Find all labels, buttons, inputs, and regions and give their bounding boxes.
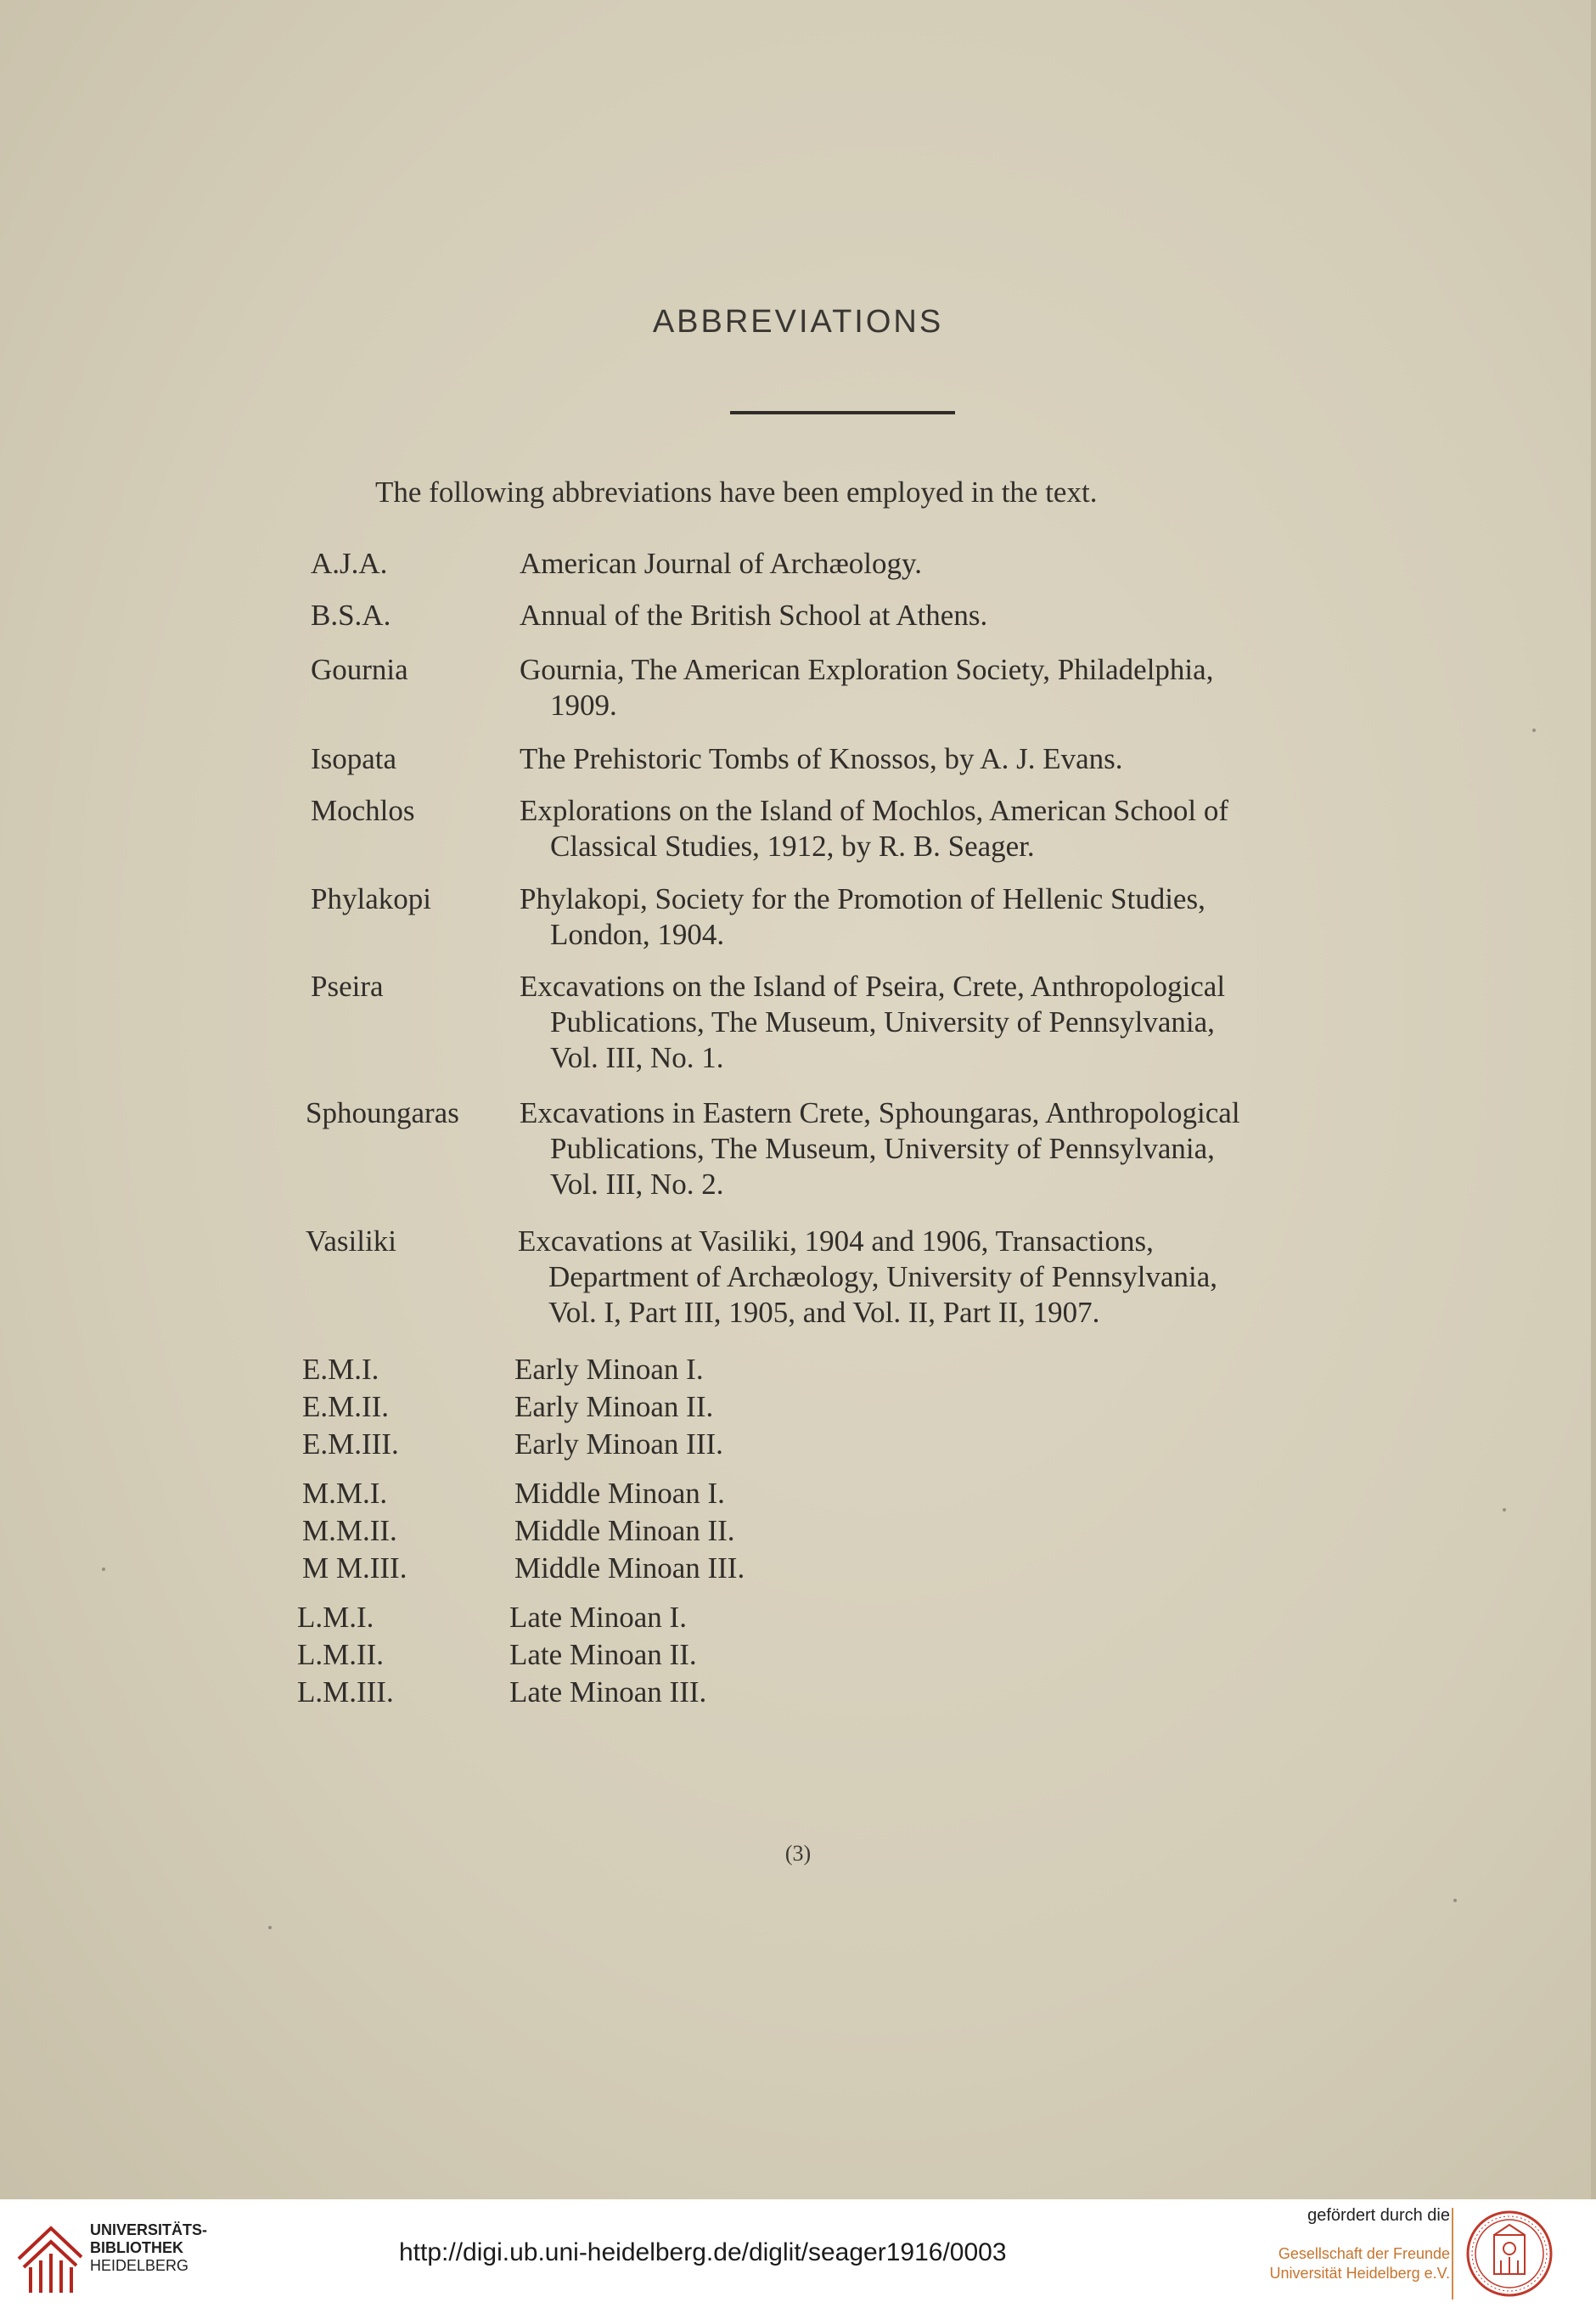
definition-line: Explorations on the Island of Mochlos, American School of [520,794,1228,827]
abbreviation-definition [520,1095,1373,1202]
abbreviation-term: Gournia [311,653,408,686]
period-definition: Late Minoan I. [509,1601,687,1634]
abbreviation-term: Vasiliki [306,1224,396,1258]
period-definition: Middle Minoan III. [514,1551,745,1585]
paper-speck [1503,1508,1506,1511]
abbreviation-definition [520,546,1373,582]
library-name [90,2221,207,2275]
abbreviation-term: Pseira [311,970,384,1003]
definition-line: Classical Studies, 1912, by R. B. Seager. [550,830,1035,863]
definition-line: Gournia, The American Exploration Society, Philadelphia, [520,653,1214,686]
definition-line: Department of Archæology, University of Pennsylvania, [548,1260,1217,1293]
permalink-url[interactable]: http://digi.ub.uni-heidelberg.de/diglit/seager1916/0003 [399,2238,1007,2266]
abbreviation-term: Isopata [311,742,397,775]
abbreviation-definition [520,652,1373,723]
definition-line: London, 1904. [550,918,725,951]
period-definition: Early Minoan I. [514,1353,704,1386]
period-definition: Early Minoan II. [514,1390,714,1423]
period-abbreviation: L.M.II. [297,1638,385,1671]
paper-speck [102,1568,105,1571]
abbreviation-term: B.S.A. [311,599,391,632]
definition-line: Excavations in Eastern Crete, Sphoungaras, Anthropological [520,1096,1240,1129]
definition-line: Vol. I, Part III, 1905, and Vol. II, Part II, 1907. [548,1296,1100,1329]
ub-heidelberg-logo-icon [14,2216,87,2294]
paper-speck [1532,729,1536,732]
sponsor-name-line: Universität Heidelberg e.V. [1269,2265,1450,2282]
definition-line: Phylakopi, Society for the Promotion of Hellenic Studies, [520,882,1205,915]
period-abbreviation: E.M.II. [302,1390,390,1423]
definition-line: Annual of the British School at Athens. [520,599,988,632]
definition-line: The Prehistoric Tombs of Knossos, by A. J. Evans. [520,742,1123,775]
library-name-line: BIBLIOTHEK [90,2239,183,2256]
intro-text: The following abbreviations have been employed in the text. [375,476,1098,509]
definition-line: Publications, The Museum, University of Pennsylvania, [550,1132,1215,1165]
library-name-line: UNIVERSITÄTS- [90,2221,208,2238]
page-title: ABBREVIATIONS [652,304,944,340]
definition-line: Excavations at Vasiliki, 1904 and 1906, Transactions, [518,1224,1154,1258]
definition-line: 1909. [550,689,617,722]
sponsor-name-line: Gesellschaft der Freunde [1278,2245,1450,2262]
period-definition: Late Minoan II. [509,1638,697,1671]
abbreviation-definition [520,881,1373,953]
period-abbreviation: E.M.I. [302,1353,379,1386]
paper-speck [268,1926,272,1929]
period-abbreviation: M.M.I. [302,1477,388,1510]
digitization-footer [0,2199,1596,2308]
sponsor-block [1270,2206,1450,2283]
period-abbreviation: L.M.III. [297,1675,394,1708]
university-seal-icon [1465,2209,1554,2298]
abbreviation-definition [520,793,1373,864]
library-name-line: HEIDELBERG [90,2257,189,2274]
abbreviation-definition [520,598,1373,633]
definition-line: American Journal of Archæology. [520,547,923,580]
definition-line: Publications, The Museum, University of Pennsylvania, [550,1005,1215,1039]
sponsor-label: gefördert durch die [1307,2206,1450,2225]
abbreviation-definition [520,741,1373,777]
definition-line: Vol. III, No. 2. [550,1168,724,1201]
period-definition: Late Minoan III. [509,1675,707,1708]
definition-line: Vol. III, No. 1. [550,1041,724,1074]
definition-line: Excavations on the Island of Pseira, Crete, Anthropological [520,970,1226,1003]
abbreviation-definition [518,1224,1371,1331]
abbreviation-term: A.J.A. [311,547,388,580]
paper-speck [1453,1899,1457,1902]
period-definition: Early Minoan III. [514,1427,723,1461]
page-number: (3) [784,1841,812,1866]
title-rule [730,411,955,414]
sponsor-divider [1452,2208,1453,2300]
period-definition: Middle Minoan II. [514,1514,735,1547]
period-abbreviation: L.M.I. [297,1601,374,1634]
period-abbreviation: M.M.II. [302,1514,397,1547]
abbreviation-term: Phylakopi [311,882,431,915]
period-definition: Middle Minoan I. [514,1477,725,1510]
period-abbreviation: M M.III. [302,1551,407,1585]
abbreviation-term: Sphoungaras [306,1096,459,1129]
period-abbreviation: E.M.III. [302,1427,399,1461]
abbreviation-definition [520,969,1373,1076]
abbreviation-term: Mochlos [311,794,415,827]
